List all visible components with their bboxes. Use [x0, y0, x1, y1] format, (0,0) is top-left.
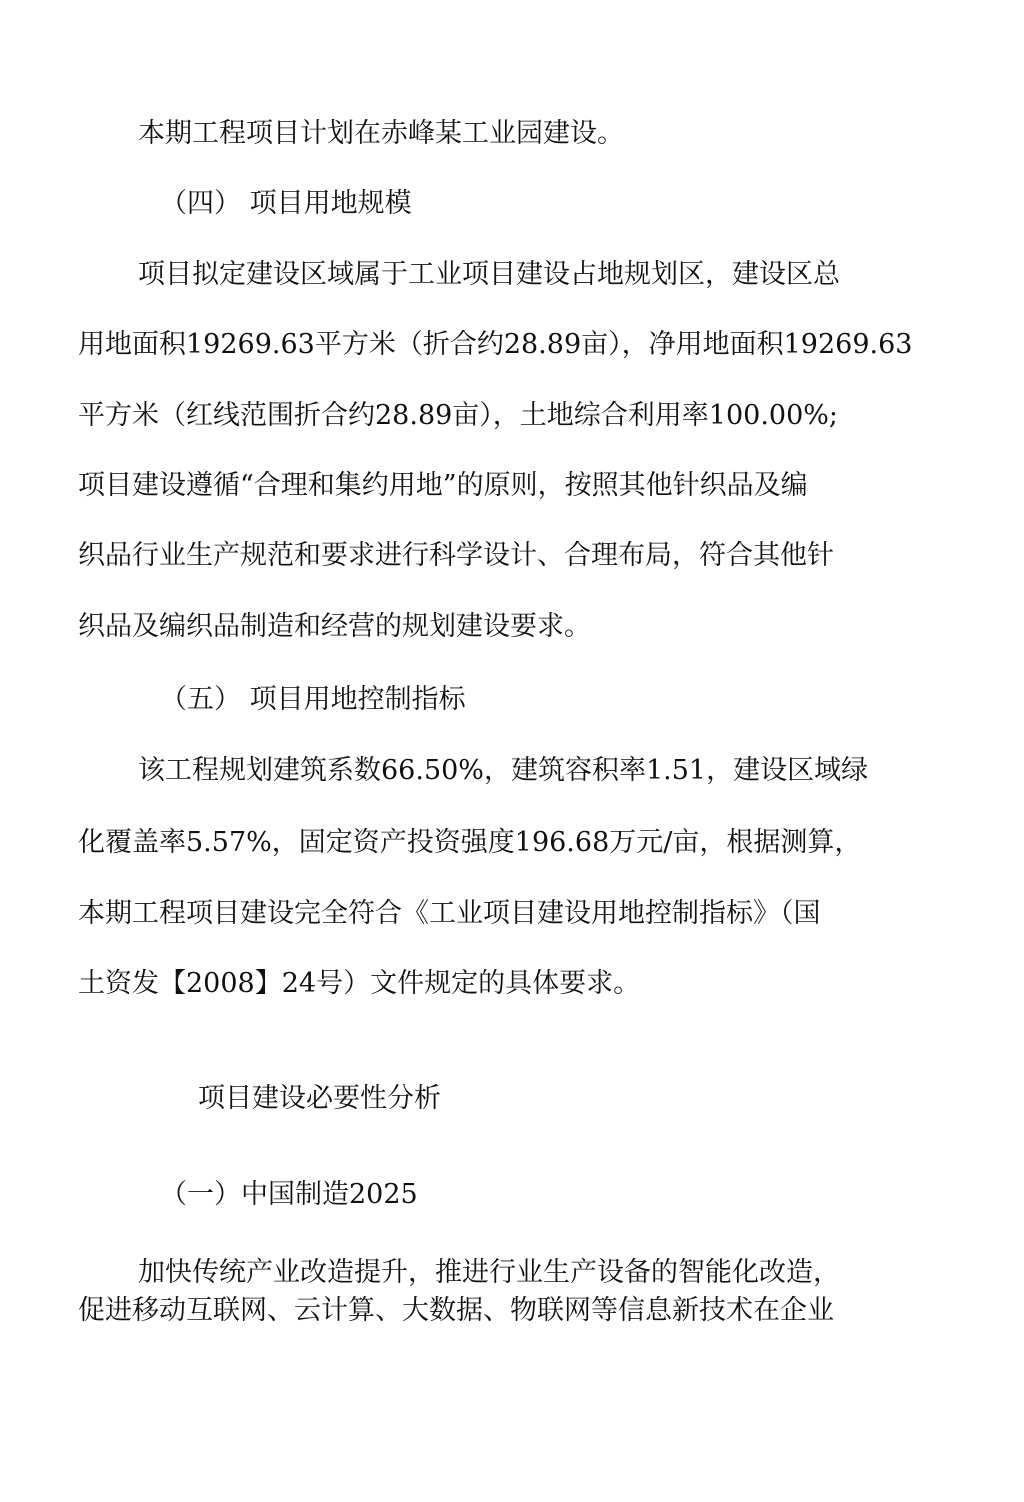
paragraph-line: 平方米（红线范围折合约28.89亩），土地综合利用率100.00%;: [78, 400, 839, 431]
section-heading: （五） 项目用地控制指标: [160, 684, 466, 715]
paragraph-line: 化覆盖率5.57%，固定资产投资强度196.68万元/亩，根据测算，: [78, 827, 862, 858]
paragraph-line: 用地面积19269.63平方米（折合约28.89亩），净用地面积19269.63: [78, 329, 913, 360]
chapter-heading: 项目建设必要性分析: [198, 1083, 441, 1114]
paragraph-line: 该工程规划建筑系数66.50%，建筑容积率1.51，建设区域绿: [138, 755, 869, 786]
paragraph-line: 本期工程项目建设完全符合《工业项目建设用地控制指标》（国: [78, 898, 821, 929]
section-heading: （四） 项目用地规模: [160, 188, 412, 219]
paragraph-line: 项目建设遵循“合理和集约用地”的原则，按照其他针织品及编: [78, 470, 808, 501]
section-heading: （一）中国制造2025: [160, 1179, 418, 1210]
paragraph-line: 织品及编织品制造和经营的规划建设要求。: [78, 611, 591, 642]
paragraph-line: 织品行业生产规范和要求进行科学设计、合理布局，符合其他针: [78, 540, 834, 571]
paragraph-line: 本期工程项目计划在赤峰某工业园建设。: [138, 118, 624, 149]
paragraph-line: 项目拟定建设区域属于工业项目建设占地规划区，建设区总: [138, 259, 840, 290]
paragraph-line: 促进移动互联网、云计算、大数据、物联网等信息新技术在企业: [78, 1295, 834, 1326]
paragraph-line: 加快传统产业改造提升，推进行业生产设备的智能化改造，: [138, 1257, 840, 1288]
paragraph-line: 土资发【2008】24号）文件规定的具体要求。: [78, 968, 641, 999]
